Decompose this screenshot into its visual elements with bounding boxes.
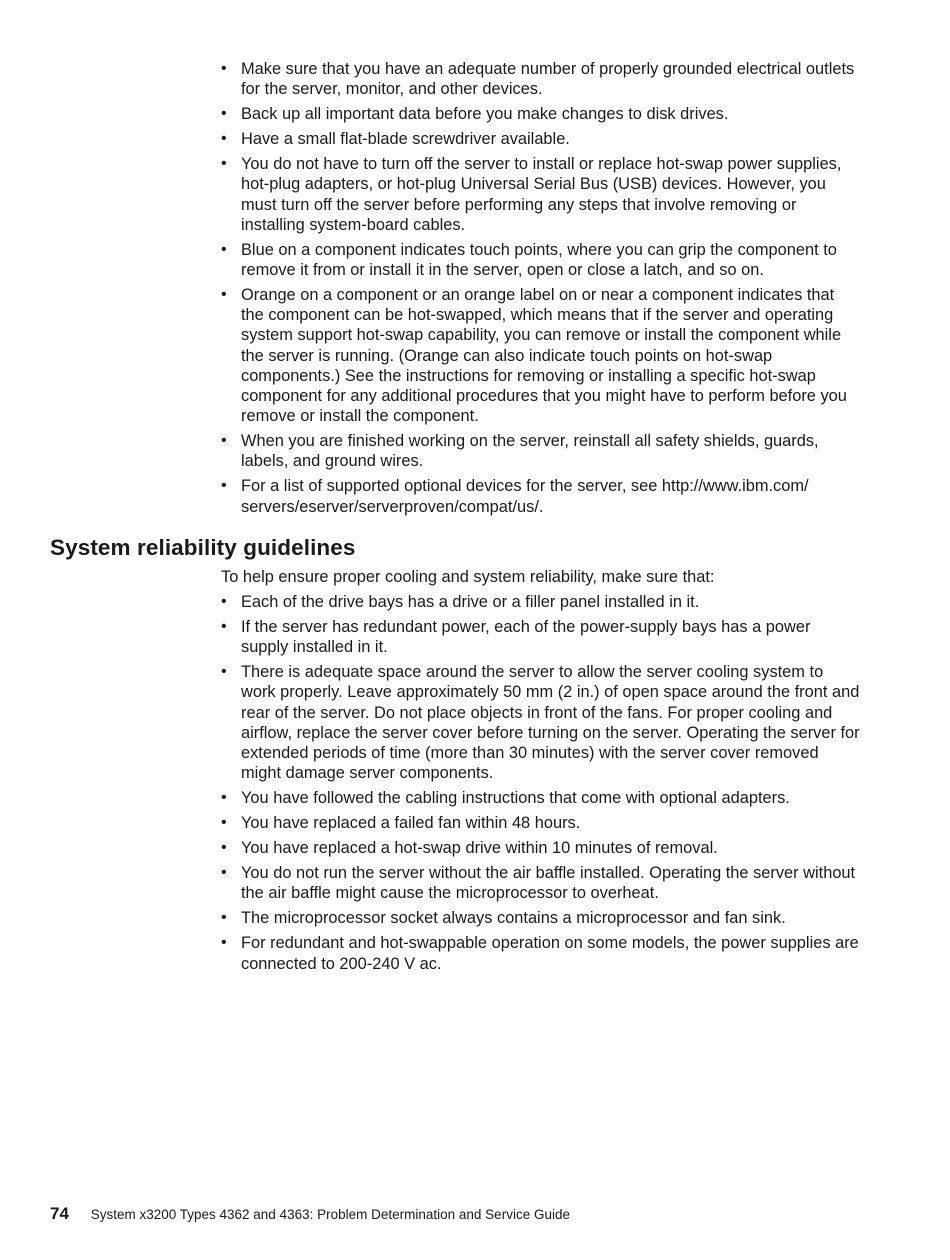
list-item-text: Orange on a component or an orange label on or near a component indicates that the component can be hot-swapped, which means that if the server and operating system support hot-swap capability, you can remove or install the component while the server is running. (Orange can also indicate touch points on hot-swap components.) See the instructions for removing or installing a specific hot-swap component for any additional procedures that you might have to perform before you remove or install the component. [241, 286, 847, 426]
list-item [221, 104, 861, 124]
bullet-icon: • [221, 432, 227, 450]
list-item [221, 431, 861, 471]
bullet-icon: • [221, 60, 227, 77]
bullet-icon: • [221, 814, 227, 832]
safety-guidelines-list [221, 59, 861, 522]
page-number: 74 [50, 1204, 69, 1223]
bullet-icon: • [221, 909, 227, 927]
list-item [221, 59, 861, 99]
bullet-icon: • [221, 864, 227, 882]
bullet-icon: • [221, 286, 227, 304]
list-item [221, 933, 861, 973]
list-item [221, 129, 861, 149]
list-item [221, 863, 861, 903]
list-item-text: You have replaced a failed fan within 48 hours. [241, 814, 581, 833]
bullet-icon: • [221, 240, 227, 258]
list-item-text: For a list of supported optional devices for the server, see http://www.ibm.com/ servers/eserver/serverproven/compat/us/. [241, 477, 809, 516]
reliability-guidelines-list [221, 592, 861, 979]
bullet-icon: • [221, 789, 227, 807]
list-item-text: For redundant and hot-swappable operation on some models, the power supplies are connected to 200-240 V ac. [241, 934, 859, 973]
bullet-icon: • [221, 663, 227, 681]
list-item [221, 592, 861, 612]
list-item [221, 285, 861, 426]
list-item-text: There is adequate space around the server to allow the server cooling system to work properly. Leave approximately 50 mm (2 in.) of open space around the front and rear of the server. Do not place objects in front of the fans. For proper cooling and airflow, replace the server cover before turning on the server. Operating the server for extended periods of time (more than 30 minutes) with the server cover removed might damage server components. [241, 663, 860, 783]
list-item [221, 788, 861, 808]
bullet-icon: • [221, 839, 227, 857]
list-item [221, 154, 861, 235]
list-item-text: You have followed the cabling instructions that come with optional adapters. [241, 789, 790, 808]
list-item-text: When you are finished working on the server, reinstall all safety shields, guards, labels, and ground wires. [241, 432, 819, 471]
list-item-text: Each of the drive bays has a drive or a filler panel installed in it. [241, 593, 700, 611]
page-footer [50, 1204, 570, 1224]
list-item [221, 476, 861, 516]
list-item-text: If the server has redundant power, each of the power-supply bays has a power supply installed in it. [241, 618, 811, 657]
list-item-text: The microprocessor socket always contains a microprocessor and fan sink. [241, 909, 786, 928]
list-item-text: Blue on a component indicates touch points, where you can grip the component to remove it from or install it in the server, open or close a latch, and so on. [241, 240, 837, 280]
list-item-text: Back up all important data before you make changes to disk drives. [241, 105, 729, 124]
list-item-text: You have replaced a hot-swap drive within 10 minutes of removal. [241, 839, 718, 858]
list-item-text: You do not run the server without the air baffle installed. Operating the server without the air baffle might cause the microprocessor to overheat. [241, 864, 856, 903]
list-item [221, 838, 861, 858]
section-intro: To help ensure proper cooling and system reliability, make sure that: [221, 568, 715, 586]
list-item [221, 908, 861, 928]
list-item [221, 240, 861, 280]
list-item [221, 813, 861, 833]
list-item-text: You do not have to turn off the server to install or replace hot-swap power supplies, hot-plug adapters, or hot-plug Universal Serial Bus (USB) devices. However, you must turn off the server before performing any steps that involve removing or installing system-board cables. [241, 155, 842, 234]
list-item-text: Make sure that you have an adequate number of properly grounded electrical outlets for the server, monitor, and other devices. [241, 60, 855, 99]
list-item [221, 617, 861, 657]
bullet-icon: • [221, 934, 227, 952]
section-heading: System reliability guidelines [50, 535, 356, 560]
list-item-text: Have a small flat-blade screwdriver available. [241, 130, 570, 149]
bullet-icon: • [221, 618, 227, 635]
bullet-icon: • [221, 477, 227, 495]
bullet-icon: • [221, 593, 227, 610]
bullet-icon: • [221, 130, 227, 148]
footer-title: System x3200 Types 4362 and 4363: Problem Determination and Service Guide [90, 1207, 570, 1222]
bullet-icon: • [221, 105, 227, 123]
list-item [221, 662, 861, 783]
bullet-icon: • [221, 155, 227, 173]
